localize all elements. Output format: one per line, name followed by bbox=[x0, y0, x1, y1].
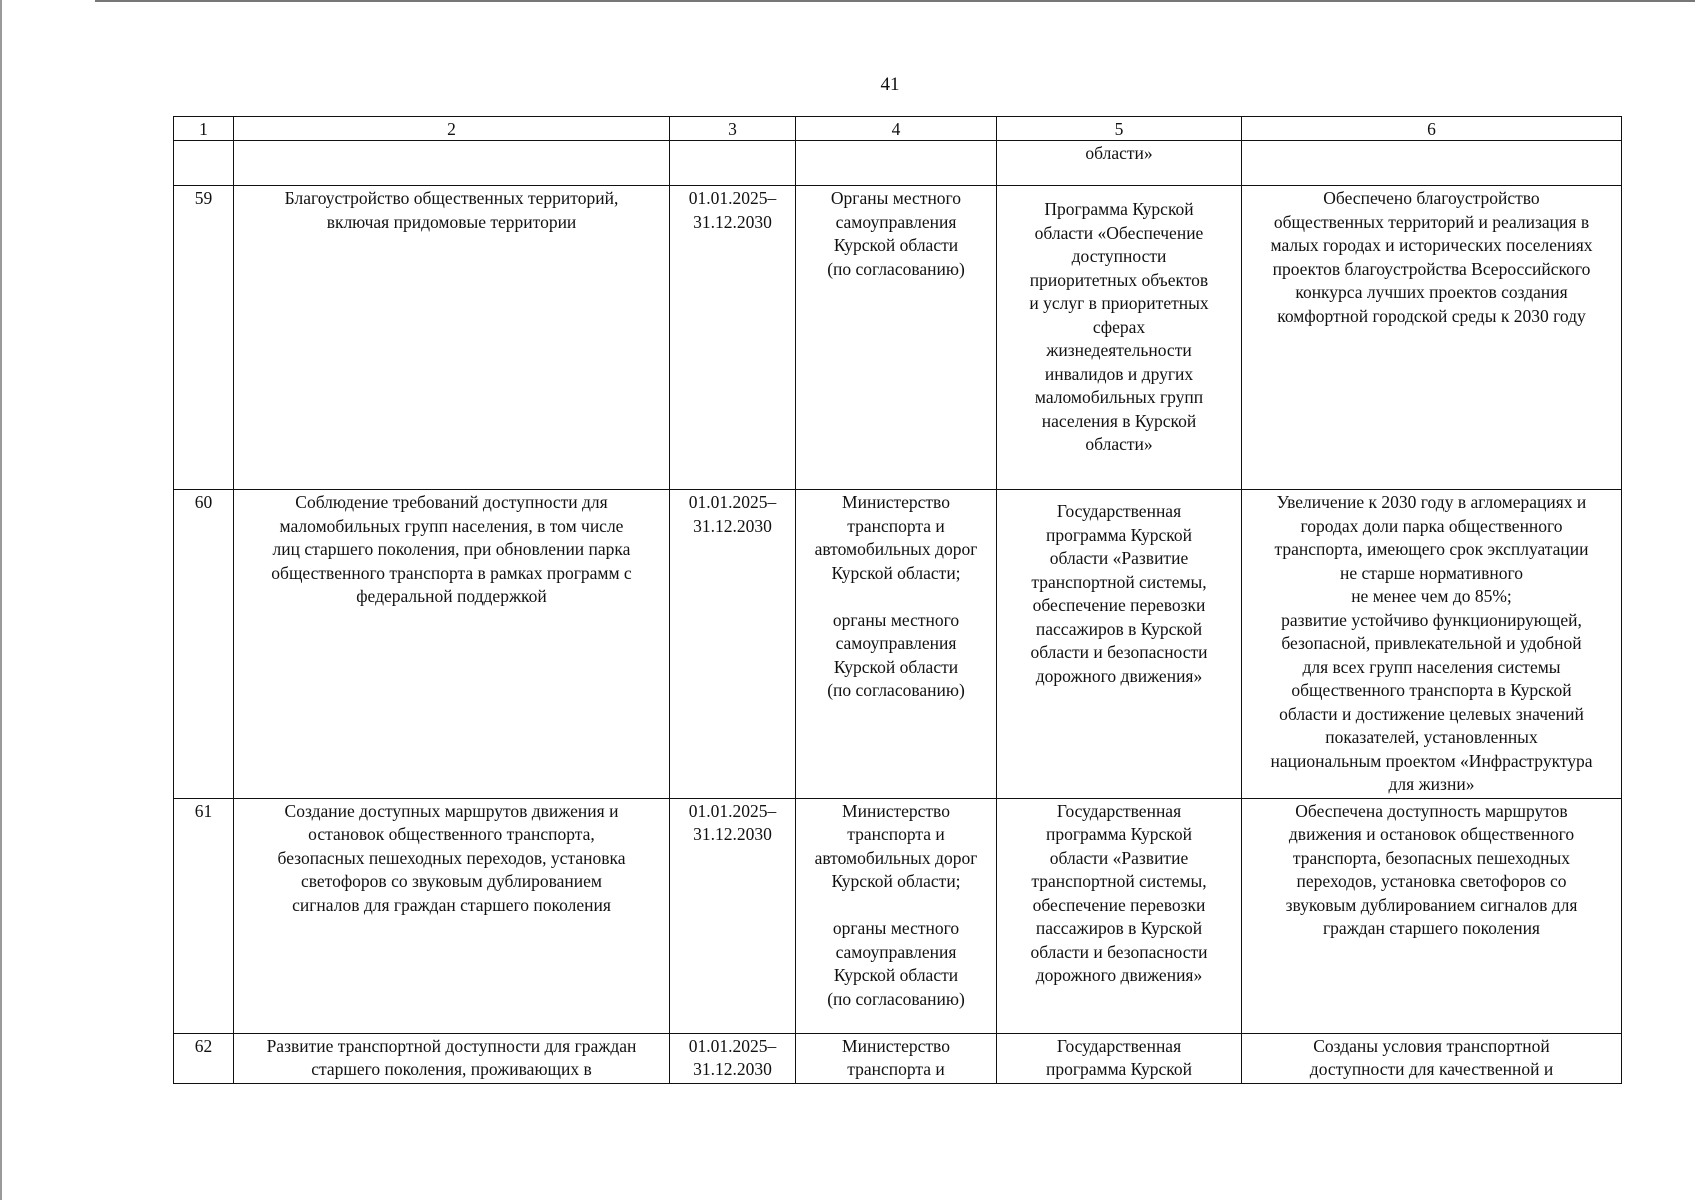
result-cell: Созданы условия транспортной доступности для качественной и bbox=[1242, 1033, 1622, 1083]
table-row bbox=[174, 141, 1622, 186]
period-cell: 01.01.2025– 31.12.2030 bbox=[670, 186, 796, 490]
table-row bbox=[174, 186, 1622, 490]
measures-table bbox=[173, 116, 1622, 1084]
column-header: 5 bbox=[997, 117, 1242, 141]
executor-cell: Министерство транспорта и автомобильных дорог Курской области; органы местного самоуправления Курской области (по согласованию) bbox=[796, 798, 997, 1033]
table-row bbox=[174, 490, 1622, 799]
program-cell: Государственная программа Курской области «Развитие транспортной системы, обеспечение перевозки пассажиров в Курской области и безопасности дорожного движения» bbox=[997, 490, 1242, 799]
executor-cell bbox=[796, 141, 997, 186]
executor-cell: Органы местного самоуправления Курской области (по согласованию) bbox=[796, 186, 997, 490]
row-number bbox=[174, 141, 234, 186]
period-cell: 01.01.2025– 31.12.2030 bbox=[670, 490, 796, 799]
period-cell bbox=[670, 141, 796, 186]
result-cell: Увеличение к 2030 году в агломерациях и городах доли парка общественного транспорта, имеющего срок эксплуатации не старше нормативного не менее чем до 85%; развитие устойчиво функционирующей, безопасной, привлекательной и удобной для всех групп населения системы общественного транспорта в Курской области и достижение целевых значений показателей, установленных национальным проектом «Инфраструктура для жизни» bbox=[1242, 490, 1622, 799]
table-row bbox=[174, 1033, 1622, 1083]
measure-name: Создание доступных маршрутов движения и остановок общественного транспорта, безопасных пешеходных переходов, установка светофоров со звуковым дублированием сигналов для граждан старшего поколения bbox=[234, 798, 670, 1033]
result-cell bbox=[1242, 141, 1622, 186]
measure-name: Благоустройство общественных территорий, включая придомовые территории bbox=[234, 186, 670, 490]
program-cell: Государственная программа Курской области «Развитие транспортной системы, обеспечение перевозки пассажиров в Курской области и безопасности дорожного движения» bbox=[997, 798, 1242, 1033]
row-number: 62 bbox=[174, 1033, 234, 1083]
program-cell: Государственная программа Курской bbox=[997, 1033, 1242, 1083]
column-header: 6 bbox=[1242, 117, 1622, 141]
column-header: 4 bbox=[796, 117, 997, 141]
column-header: 3 bbox=[670, 117, 796, 141]
column-header: 1 bbox=[174, 117, 234, 141]
executor-cell: Министерство транспорта и bbox=[796, 1033, 997, 1083]
scan-edge-top bbox=[95, 0, 1695, 2]
program-cell: области» bbox=[997, 141, 1242, 186]
executor-cell: Министерство транспорта и автомобильных дорог Курской области; органы местного самоуправления Курской области (по согласованию) bbox=[796, 490, 997, 799]
row-number: 60 bbox=[174, 490, 234, 799]
row-number: 59 bbox=[174, 186, 234, 490]
page-number: 41 bbox=[880, 74, 900, 95]
period-cell: 01.01.2025– 31.12.2030 bbox=[670, 1033, 796, 1083]
measure-name: Развитие транспортной доступности для граждан старшего поколения, проживающих в bbox=[234, 1033, 670, 1083]
table-row bbox=[174, 798, 1622, 1033]
scan-edge-left bbox=[0, 0, 2, 1200]
program-cell: Программа Курской области «Обеспечение доступности приоритетных объектов и услуг в приоритетных сферах жизнедеятельности инвалидов и других маломобильных групп населения в Курской области» bbox=[997, 186, 1242, 490]
measure-name: Соблюдение требований доступности для маломобильных групп населения, в том числе лиц старшего поколения, при обновлении парка общественного транспорта в рамках программ с федеральной поддержкой bbox=[234, 490, 670, 799]
measure-name bbox=[234, 141, 670, 186]
column-header: 2 bbox=[234, 117, 670, 141]
result-cell: Обеспечена доступность маршрутов движения и остановок общественного транспорта, безопасных пешеходных переходов, установка светофоров со звуковым дублированием сигналов для граждан старшего поколения bbox=[1242, 798, 1622, 1033]
header-row bbox=[174, 117, 1622, 141]
row-number: 61 bbox=[174, 798, 234, 1033]
result-cell: Обеспечено благоустройство общественных территорий и реализация в малых городах и исторических поселениях проектов благоустройства Всероссийского конкурса лучших проектов создания комфортной городской среды к 2030 году bbox=[1242, 186, 1622, 490]
period-cell: 01.01.2025– 31.12.2030 bbox=[670, 798, 796, 1033]
